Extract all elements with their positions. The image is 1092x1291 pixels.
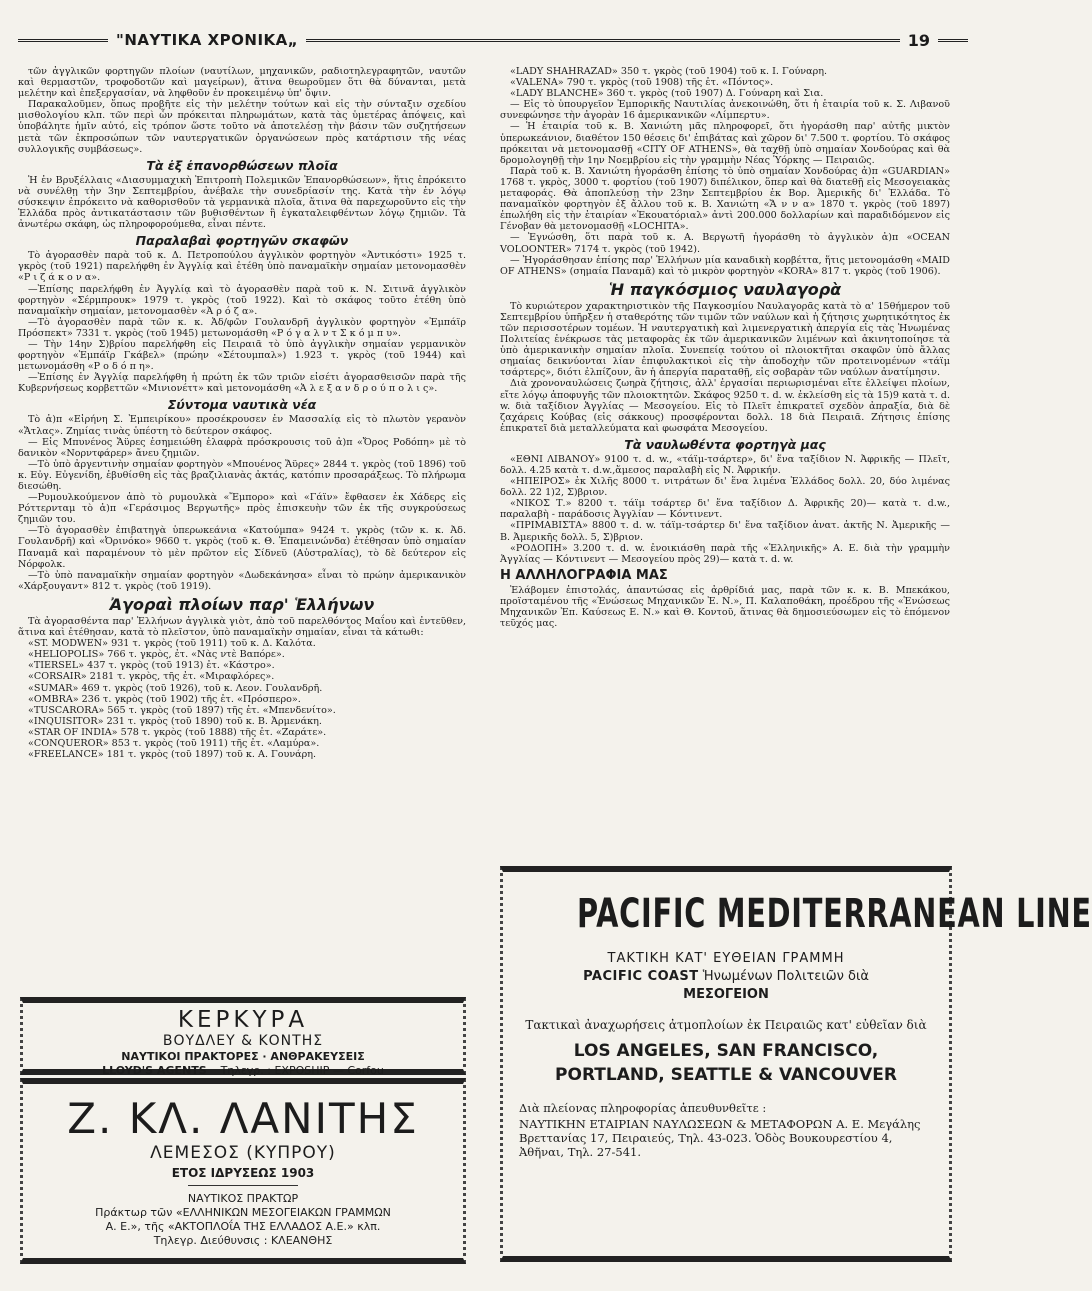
list-item: «OMBRA» 236 τ. γκρὸς (τοῦ 1902) τῆς ἐτ. «Πρόσπερο». [28, 693, 301, 705]
ad-lloyds: LLOYD'S AGENTS [102, 1064, 207, 1077]
ad-city: ΚΕΡΚΥΡΑ [177, 1007, 309, 1033]
ad-pml-cities-1: LOS ANGELES, SAN FRANCISCO, [573, 1041, 879, 1061]
article-paragraph: «ΕΘΝΙ ΛΙΒΑΝΟΥ» 9100 τ. d. w., «τάϊμ-τσάρτερ», δι' ἕνα ταξίδιον Ν. Ἀφρικῆς — Πλεῖτ, δολλ. 4.25 κατὰ τ. d.w.,ἅμεσος παραλαβὴ εἰς Ν. Ἀφρικήν. [500, 453, 950, 476]
right-column [500, 66, 950, 629]
article-paragraph: —Τὸ ὑπὸ παναμαϊκὴν σημαίαν φορτηγὸν «Δωδεκάνησα» εἶναι τὸ πρώην ἀμερικανικὸν «Χάρξουγαντ» 812 τ. γκρὸς (τοῦ 1919). [18, 569, 466, 592]
yacht-list [18, 638, 466, 760]
ad-lanitis [20, 1078, 466, 1264]
article-paragraph: «ΗΠΕΙΡΟΣ» ἐκ Χιλῆς 8000 τ. νιτράτων δι' ἕνα λιμένα Ἑλλάδος δολλ. 20, δύο λιμένας δολλ. 22 1)2, Σ)βριον. [500, 476, 950, 499]
section-title-ship-purchases: Ἀγοραὶ πλοίων παρ' Ἑλλήνων [109, 594, 375, 614]
article-paragraph: —Τὸ ἀγορασθὲν ἐπιβατηγὰ ὑπερωκεάνια «Κατούμπα» 9424 τ. γκρὸς (τῶν κ. κ. Ἀδ. Γουλανδρῆ) καὶ «Ὀρινόκο» 9660 τ. γκρὸς (τοῦ κ. Θ. Ἐπαμεινώνδα) ἐτέθησαν ὑπὸ σημαίαν Παναμᾶ καὶ παραμένουν τὸ μὲν πρῶτον εἰς Σίδνεϋ (Αὐστραλίας), τὸ δὲ δεύτερον εἰς Νόρφολκ. [18, 525, 466, 570]
article-paragraph: — Εἰς Μπυνένος Ἄϋρες ἐσημειώθη ἐλαφρὰ πρόσκρουσις τοῦ ἀ)π «Ὄρος Ροδόπη» μὲ τὸ δανικὸν «Νορντφάρερ» ἄνευ ζημιῶν. [18, 436, 466, 459]
ad-pml-cities-2: PORTLAND, SEATTLE & VANCOUVER [555, 1065, 897, 1085]
list-item: «VALENA» 790 τ. γκρὸς (τοῦ 1908) τῆς ἐτ. «Πόντος». [510, 77, 774, 89]
section-title-freight-market: Ἡ παγκόσμιος ναυλαγορὰ [608, 279, 842, 299]
intro-paragraph: Παρακαλοῦμεν, ὅπως προβῆτε εἰς τὴν μελέτην τούτων καὶ εἰς τὴν σύνταξιν σχεδίου μισθολογίου κλπ. τῶν περὶ ὧν πρόκειται πληρωμάτων, κατὰ τὰς ὑμετέρας ἀπόψεις, καὶ ὑποβάλητε ἡμῖν αὐτό, εἰς τρόπον ὥστε τοῦτο νὰ ἀποτελέσῃ τὴν βάσιν τῶν συζητήσεων μετὰ τῶν ἐκπροσώπων τῶν ναυτεργατικῶν ὀργανώσεων πρὸς κατάρτισιν τῆς νέας συλλογικῆς συμβάσεως». [18, 99, 466, 155]
list-item: «HELIOPOLIS» 766 τ. γκρὸς, ἐτ. «Νὰς ντὲ Βαπόρε». [28, 649, 285, 661]
ad-pml-pacific-coast: PACIFIC COAST [583, 969, 699, 984]
intro-paragraph: τῶν ἀγγλικῶν φορτηγῶν πλοίων (ναυτίλων, μηχανικῶν, ραδιοτηλεγραφητῶν, ναυτῶν καὶ θερμαστῶν, τροφοδοτῶν καὶ μαγείρων), ἅτινα θεωροῦμεν ὅτι θὰ δύνανται, μετὰ μελέτην καὶ ἐπεξεργασίαν, νὰ ληφθοῦν ἐν προκειμένῳ ὑπ' ὄψιν. [18, 66, 466, 100]
article-paragraph: «ΝΙΚΟΣ Τ.» 8200 τ. τάϊμ τσάρτερ δι' ἕνα ταξίδιον Δ. Ἀφρικῆς 20)— κατὰ τ. d.w., παραλαβὴ - παράδοσις Ἀγγλίαν — Κόντινεντ. [500, 498, 950, 521]
list-item: «SUMAR» 469 τ. γκρὸς (τοῦ 1926), τοῦ κ. Λεον. Γουλανδρῆ. [28, 682, 323, 694]
list-item: «TIERSEL» 437 τ. γκρὸς (τοῦ 1913) ἐτ. «Κάστρο». [28, 660, 275, 672]
ad-telegraph: Τηλεγρ. : EXPOSHIP — Corfou [220, 1064, 384, 1077]
list-item: «STAR OF INDIA» 578 τ. γκρὸς (τοῦ 1888) τῆς ἐτ. «Ζαράτε». [28, 726, 327, 738]
article-paragraph: — Τὴν 14ην Σ)βρίου παρελήφθη εἰς Πειραιᾶ τὸ ὑπὸ ἀγγλικὴν σημαίαν γερμανικὸν φορτηγὸν «Ἐμπάϊρ Γκάβελ» (πρώην «Σέτουμπαλ») 1.923 τ. γκρὸς (τοῦ 1944) καὶ μετωνομάσθη «Ρ ο δ ό π η». [18, 338, 466, 373]
ad-divider [188, 1185, 298, 1186]
header-rule-left [18, 39, 108, 42]
article-paragraph: Τὸ κυριώτερον χαρακτηριστικὸν τῆς Παγκοσμίου Ναυλαγορᾶς κατὰ τὸ α' 15θήμερον τοῦ Σεπτεμβρίου ὑπῆρξεν ἡ σταθερότης τῶν τιμῶν τῶν ναύλων καὶ ἡ ζήτησις χωρητικότητος ἐκ τῶν περισσοτέρων τομέων. Ἡ ναυτεργατικὴ καὶ λιμενεργατικὴ ἀπεργία εἰς τὰς Ἡνωμένας Πολιτείας ἐνέκρωσε τὰς μεταφορὰς ἐκ τῶν ἀμερικανικῶν λιμένων καὶ ἀκινητοποίησε τὰ ὑπὸ ἀμερικανικὴν σημαίαν πλοῖα. Συνεπείᾳ τούτου οἱ πλοιοκτῆται σκαφῶν ὑπὸ ἄλλας σημαίας δεικνύονται λίαν ἐπιφυλακτικοὶ εἰς τὴν ἀποδοχὴν τῶν προτεινομένων «τάϊμ τσάρτερς», διότι ἐλπίζουν, ἂν ἡ ἀπεργία παραταθῇ, εἰς σοβαρὰν τῶν ναύλων ἀνατίμησιν. [500, 300, 950, 379]
article-paragraph: —Ἐπίσης παρελήφθη ἐν Ἀγγλίᾳ καὶ τὸ ἀγορασθὲν παρὰ τοῦ κ. Ν. Σιτινᾶ ἀγγλικὸν φορτηγὸν «Σέρμπρουκ» 1979 τ. γκρὸς (τοῦ 1922). Καὶ τὸ σκάφος τοῦτο ἐτέθη ὑπὸ παναμαϊκὴν σημαίαν, μετονομασθὲν «Ἀ ρ ό ζ α». [18, 283, 466, 317]
ad-lanitis-telegraph: Τηλεγρ. Διεύθυνσις : ΚΛΕΑΝΘΗΣ [153, 1234, 333, 1247]
ad-pml-line3: ΜΕΣΟΓΕΙΟΝ [683, 987, 769, 1002]
yacht-list-continued [500, 66, 950, 99]
ad-pml-line2-rest: Ἡνωμένων Πολιτειῶν διὰ [702, 969, 869, 984]
list-item: «INQUISITOR» 231 τ. γκρὸς (τοῦ 1890) τοῦ κ. Β. Ἀρμενάκη. [28, 715, 322, 727]
ad-lanitis-name: Ζ. ΚΛ. ΛΑΝΙΤΗΣ [67, 1094, 419, 1143]
ad-lanitis-founded: ΕΤΟΣ ΙΔΡΥΣΕΩΣ 1903 [171, 1166, 315, 1180]
ad-lanitis-line2: Α. Ε.», τῆς «ΑΚΤΟΠΛΟΐΑ ΤΗΣ ΕΛΛΑΔΟΣ Α.Ε.» κλπ. [105, 1220, 381, 1233]
section-title-deliveries: Παραλαβαὶ φορτηγῶν σκαφῶν [135, 233, 349, 249]
article-paragraph: «ΠΡΙΜΑΒΙΣΤΑ» 8800 τ. d. w. τάϊμ-τσάρτερ δι' ἕνα ταξίδιον ἀνατ. ἀκτῆς Ν. Ἀμερικῆς — Β. Ἀμερικῆς δολλ. 5, Σ)βριον. [500, 520, 950, 543]
article-paragraph: Ἡ ἐν Βρυξέλλαις «Διασυμμαχικὴ Ἐπιτροπὴ Πολεμικῶν Ἐπανορθώσεων», ἥτις ἐπρόκειτο νὰ συνέλθῃ τὴν 3ην Σεπτεμβρίου, ἀνέβαλε τὴν συνεδρίασίν της. Κατὰ τὴν ἐν λόγῳ σύσκεψιν ἐπρόκειτο νὰ καθορισθοῦν τὰ γερμανικὰ πλοῖα, ἅτινα θὰ παρεχωροῦντο εἰς τὴν Ἑλλάδα πρὸς ἀντικατάστασιν τῶν βυθισθέντων ἢ ἐγκαταλειφθέντων λόγῳ ζημιῶν. Τὰ ἀνωτέρω σκάφη, ὡς πληροφορούμεθα, εἶναι πέντε. [18, 174, 466, 231]
ad-pml-line2 [519, 968, 933, 986]
article-paragraph: Ἐλάβομεν ἐπιστολάς, ἀπαντώσας εἰς ἀρθρίδιά μας, παρὰ τῶν κ. κ. Β. Μπεκάκου, προϊσταμένου τῆς «Ἑνώσεως Μηχανικῶν Ἐ. Ν.», Π. Καλαποθάκη, προέδρου τῆς «Ἑνώσεως Μηχανικῶν Ἐπ. Καύσεως Ε. Ν.» καὶ Θ. Κοντοῦ, ἅτινας θὰ δημοσιεύσωμεν εἰς τὸ ἑπόμενον τεῦχός μας. [500, 584, 950, 630]
ad-pml-info-lead: Διὰ πλείονας πληροφορίας ἀπευθυνθεῖτε : [519, 1101, 767, 1115]
section-title-chartered: Τὰ ναυλωθέντα φορτηγὰ μας [624, 436, 826, 452]
article-paragraph: «ΡΟΔΟΠΗ» 3.200 τ. d. w. ἐνοικιάσθη παρὰ τῆς «Ἑλληνικῆς» Α. Ε. διὰ τὴν γραμμὴν Ἀγγλίας — Κόντινεντ — Μεσογείου πρὸς 29)— κατὰ τ. d. w. [500, 542, 950, 565]
list-item: «CONQUEROR» 853 τ. γκρὸς (τοῦ 1911) τῆς ἐτ. «Λαμύρα». [28, 737, 320, 749]
left-column [18, 66, 466, 760]
journal-title: "ΝΑΥΤΙΚΑ ΧΡΟΝΙΚΑ„ [116, 31, 299, 49]
ad-services: ΝΑΥΤΙΚΟΙ ΠΡΑΚΤΟΡΕΣ · ΑΝΘΡΑΚΕΥΣΕΙΣ [121, 1050, 365, 1063]
article-paragraph: Διὰ χρονοναυλώσεις ζωηρὰ ζήτησις, ἀλλ' ἐργασίαι περιωρισμέναι εἴτε ἐλλείψει πλοίων, εἴτε λόγῳ ἀποφυγῆς τῶν πλοιοκτητῶν. Σκάφος 9250 τ. d. w. ἐκλείσθη εἰς τὰ 15)9 κατὰ τ. d. w. διὰ ταξίδιον Ἀγγλίας — Μεσογείου. Εἰς τὸ Πλεῖτ ἐπικρατεῖ σχεδὸν ἀπραξία, διὰ δὲ ζαχάρεις Κούβας (εἰς σάκκους) προσφέρονται δολλ. 18 διὰ Πειραιᾶ. Ζήτησις ἐπίσης ἐπικρατεῖ διὰ μεταλλεύματα καὶ φωσφάτα Μεσογείου. [500, 378, 950, 434]
ad-kerkyra-agents [20, 997, 466, 1075]
running-header [18, 28, 968, 52]
ad-lanitis-role: ΝΑΥΤΙΚΟΣ ΠΡΑΚΤΩΡ [187, 1192, 299, 1205]
article-paragraph: Τὸ ἀ)π «Εἰρήνη Σ. Ἐμπειρίκου» προσέκρουσεν ἐν Μασσαλίᾳ εἰς τὸ πλωτὸν γερανὸν «Ἄτλας». Ζημίας τινὰς ὑπέστη τὸ δεύτερον σκάφος. [18, 414, 466, 437]
ad-lanitis-city: ΛΕΜΕΣΟΣ (ΚΥΠΡΟΥ) [150, 1143, 336, 1163]
list-item: «FREELANCE» 181 τ. γκρὸς (τοῦ 1897) τοῦ κ. Α. Γουνάρη. [28, 749, 317, 761]
header-rule-mid [306, 39, 900, 42]
article-paragraph: —Ἐπίσης ἐν Ἀγγλίᾳ παρελήφθη ἡ πρώτη ἐκ τῶν τριῶν εἰσέτι ἀγορασθεισῶν παρὰ τῆς Κυβερνήσεως κορβεττῶν «Μινιονέττ» καὶ μετονομάσθη «Ἀ λ ε ξ α ν δ ρ ο ύ π ο λ ι ς». [18, 372, 466, 395]
list-item: «LADY SHAHRAZAD» 350 τ. γκρὸς (τοῦ 1904) τοῦ κ. Ι. Γούναρη. [510, 66, 828, 77]
list-item: «ST. MODWEN» 931 τ. γκρὸς (τοῦ 1911) τοῦ κ. Δ. Καλότα. [28, 638, 316, 650]
list-item: «CORSAIR» 2181 τ. γκρὸς, τῆς ἐτ. «Μιραφλόρες». [28, 671, 275, 683]
article-paragraph: — Ἡ ἑταιρία τοῦ κ. Β. Χανιώτη μᾶς πληροφορεῖ, ὅτι ἠγοράσθη παρ' αὐτῆς μικτὸν ὑπερωκεάνιον, διαθέτον 150 θέσεις δι' ἐπιβάτας καὶ χῶρον δι' 7.500 τ. φορτίου. Τὸ σκάφος πρόκειται νὰ μετονομασθῇ «CITY OF ATHENS», θὰ ταχθῇ ὑπὸ σημαίαν Χονδούρας καὶ θὰ δρομολογηθῇ τὴν 1ην Νοεμβρίου εἰς τὴν γραμμὴν Νέας Ὑόρκης — Πειραιῶς. [500, 121, 950, 166]
article-paragraph: — Εἰς τὸ ὑπουργεῖον Ἐμπορικῆς Ναυτιλίας ἀνεκοινώθη, ὅτι ἡ ἑταιρία τοῦ κ. Σ. Λιβανοῦ συνεφώνησε τὴν ἀγορὰν 16 ἀμερικανικῶν «Λίμπερτυ». [500, 99, 950, 122]
article-paragraph: —Τὸ ἀγορασθὲν παρὰ τῶν κ. κ. Ἀδ/φῶν Γουλανδρῆ ἀγγλικὸν φορτηγὸν «Ἐμπάϊρ Πρόσπεκτ» 7331 τ. γκρὸς (τοῦ 1945) μετωνομάσθη «Ρ ό γ α λ ν τ Σ κ ό μ π υ». [18, 316, 466, 339]
ad-lanitis-line1: Πράκτωρ τῶν «ΕΛΛΗΝΙΚΩΝ ΜΕΣΟΓΕΙΑΚΩΝ ΓΡΑΜΜΩΝ [95, 1206, 391, 1219]
article-paragraph: Τὰ ἀγορασθέντα παρ' Ἑλλήνων ἀγγλικὰ γιὸτ, ἀπὸ τοῦ παρελθόντος Μαΐου καὶ ἐντεῦθεν, ἅτινα καὶ ἐτέθησαν, κατὰ τὸ πλεῖστον, ὑπὸ παναμαϊκὴν σημαίαν, εἶναι τὰ κάτωθι: [18, 615, 466, 639]
ad-company-names: ΒΟΥΔΛΕΥ & ΚΟΝΤΗΣ [162, 1033, 324, 1049]
article-paragraph: —Τὸ ὑπὸ ἀργεντινὴν σημαίαν φορτηγὸν «Μπουένος Ἄϋρες» 2844 τ. γκρὸς (τοῦ 1896) τοῦ κ. Εὐγ. Εὐγενίδη, ἐβυθίσθη εἰς τὰς βραζιλιανὰς ἀκτάς, κατόπιν προσαράξεως. Τὸ πλήρωμα διεσώθη. [18, 458, 466, 492]
header-rule-right [938, 39, 968, 42]
article-paragraph: — Ἠγοράσθησαν ἐπίσης παρ' Ἑλλήνων μία καναδικὴ κορβέττα, ἥτις μετονομάσθη «MAID OF ATHENS» (σημαία Παναμᾶ) καὶ τὸ μικρὸν φορτηγὸν «KORA» 817 τ. γκρὸς (τοῦ 1906). [500, 254, 950, 277]
section-title-letters: Η ΑΛΛΗΛΟΓΡΑΦΙΑ ΜΑΣ [500, 567, 668, 583]
list-item: «TUSCARORA» 565 τ. γκρὸς (τοῦ 1897) τῆς ἐτ. «Μπενδενίτο». [28, 704, 336, 716]
ad-pml-info: ΝΑΥΤΙΚΗΝ ΕΤΑΙΡΙΑΝ ΝΑΥΛΩΣΕΩΝ & ΜΕΤΑΦΟΡΩΝ Α. Ε. Μεγάλης Βρεττανίας 17, Πειραιεύς, Τηλ. 43-023. Ὁδὸς Βουκουρεστίου 4, Ἀθῆναι, Τηλ. 27-541. [519, 1117, 921, 1159]
page-number: 19 [907, 30, 930, 50]
section-title-short-news: Σύντομα ναυτικὰ νέα [167, 397, 317, 413]
article-paragraph: Παρὰ τοῦ κ. Β. Χανιώτη ἠγοράσθη ἐπίσης τὸ ὑπὸ σημαίαν Χονδούρας ἀ)π «GUARDIAN» 1768 τ. γκρὸς, 3000 τ. φορτίου (τοῦ 1907) διπέλικον, ὅπερ καὶ θὰ διατεθῇ εἰς Μεσογειακὰς μεταφοράς. Θὰ ἀποπλεύσῃ τὴν 23ην Σεπτεμβρίου ἐκ Βορ. Ἀμερικῆς δι' Ἑλλάδα. Τὸ παναμαϊκὸν φορτηγὸν ἐξ ἄλλου τοῦ κ. Β. Χανιώτη «Ἄ ν ν α» 1870 τ. γκρὸς (τοῦ 1897) ἐπωλήθη εἰς τὴν ἑταιρίαν «Ἐκουατόριαλ» ἀντὶ 200.000 δολλαρίων καὶ παραδιδόμενον εἰς Γένοβαν θὰ μετονομασθῇ «LOCHITA». [500, 165, 950, 233]
article-paragraph: Τὸ ἀγορασθὲν παρὰ τοῦ κ. Δ. Πετροπούλου ἀγγλικὸν φορτηγὸν «Ἀντικόστι» 1925 τ. γκρὸς (τοῦ 1921) παρελήφθη ἐν Ἀγγλίᾳ καὶ ἐτέθη ὑπὸ παναμαϊκὴν σημαίαν μετονομασθὲν «Ρ ι ζ ά κ ο ν α». [18, 250, 466, 284]
article-paragraph: — Ἐγνώσθη, ὅτι παρὰ τοῦ κ. Α. Βεργωτῆ ἠγοράσθη τὸ ἀγγλικὸν ἀ)π «OCEAN VOLOONTER» 7174 τ. γκρὸς (τοῦ 1942). [500, 232, 950, 255]
list-item: «LADY BLANCHE» 360 τ. γκρὸς (τοῦ 1907) Δ. Γούναρη καὶ Σια. [510, 88, 824, 100]
ad-pacific-mediterranean-line [500, 866, 1092, 1262]
article-paragraph: —Ρυμουλκούμενον ἀπὸ τὸ ρυμουλκὰ «Ἔμπορο» καὶ «Γάϊν» ἔφθασεν ἐκ Χάδερς εἰς Ρόττερνταμ τὸ ἀ)π «Γεράσιμος Βεργωτῆς» πρὸς ἐπισκευὴν τῶν ἐκ τῆς συγκρούσεως ζημιῶν του. [18, 492, 466, 526]
ad-pml-brand: PACIFIC MEDITERRANEAN LINE [576, 891, 1092, 937]
ad-pml-description: Τακτικαὶ ἀναχωρήσεις ἀτμοπλοίων ἐκ Πειραιῶς κατ' εὐθεῖαν διὰ [525, 1018, 927, 1032]
ad-agents-line [23, 1064, 463, 1078]
section-title-repaired-ships: Τὰ ἐξ ἐπανορθώσεων πλοῖα [146, 157, 338, 173]
ad-pml-line1: ΤΑΚΤΙΚΗ ΚΑΤ' ΕΥΘΕΙΑΝ ΓΡΑΜΜΗ [607, 951, 845, 966]
